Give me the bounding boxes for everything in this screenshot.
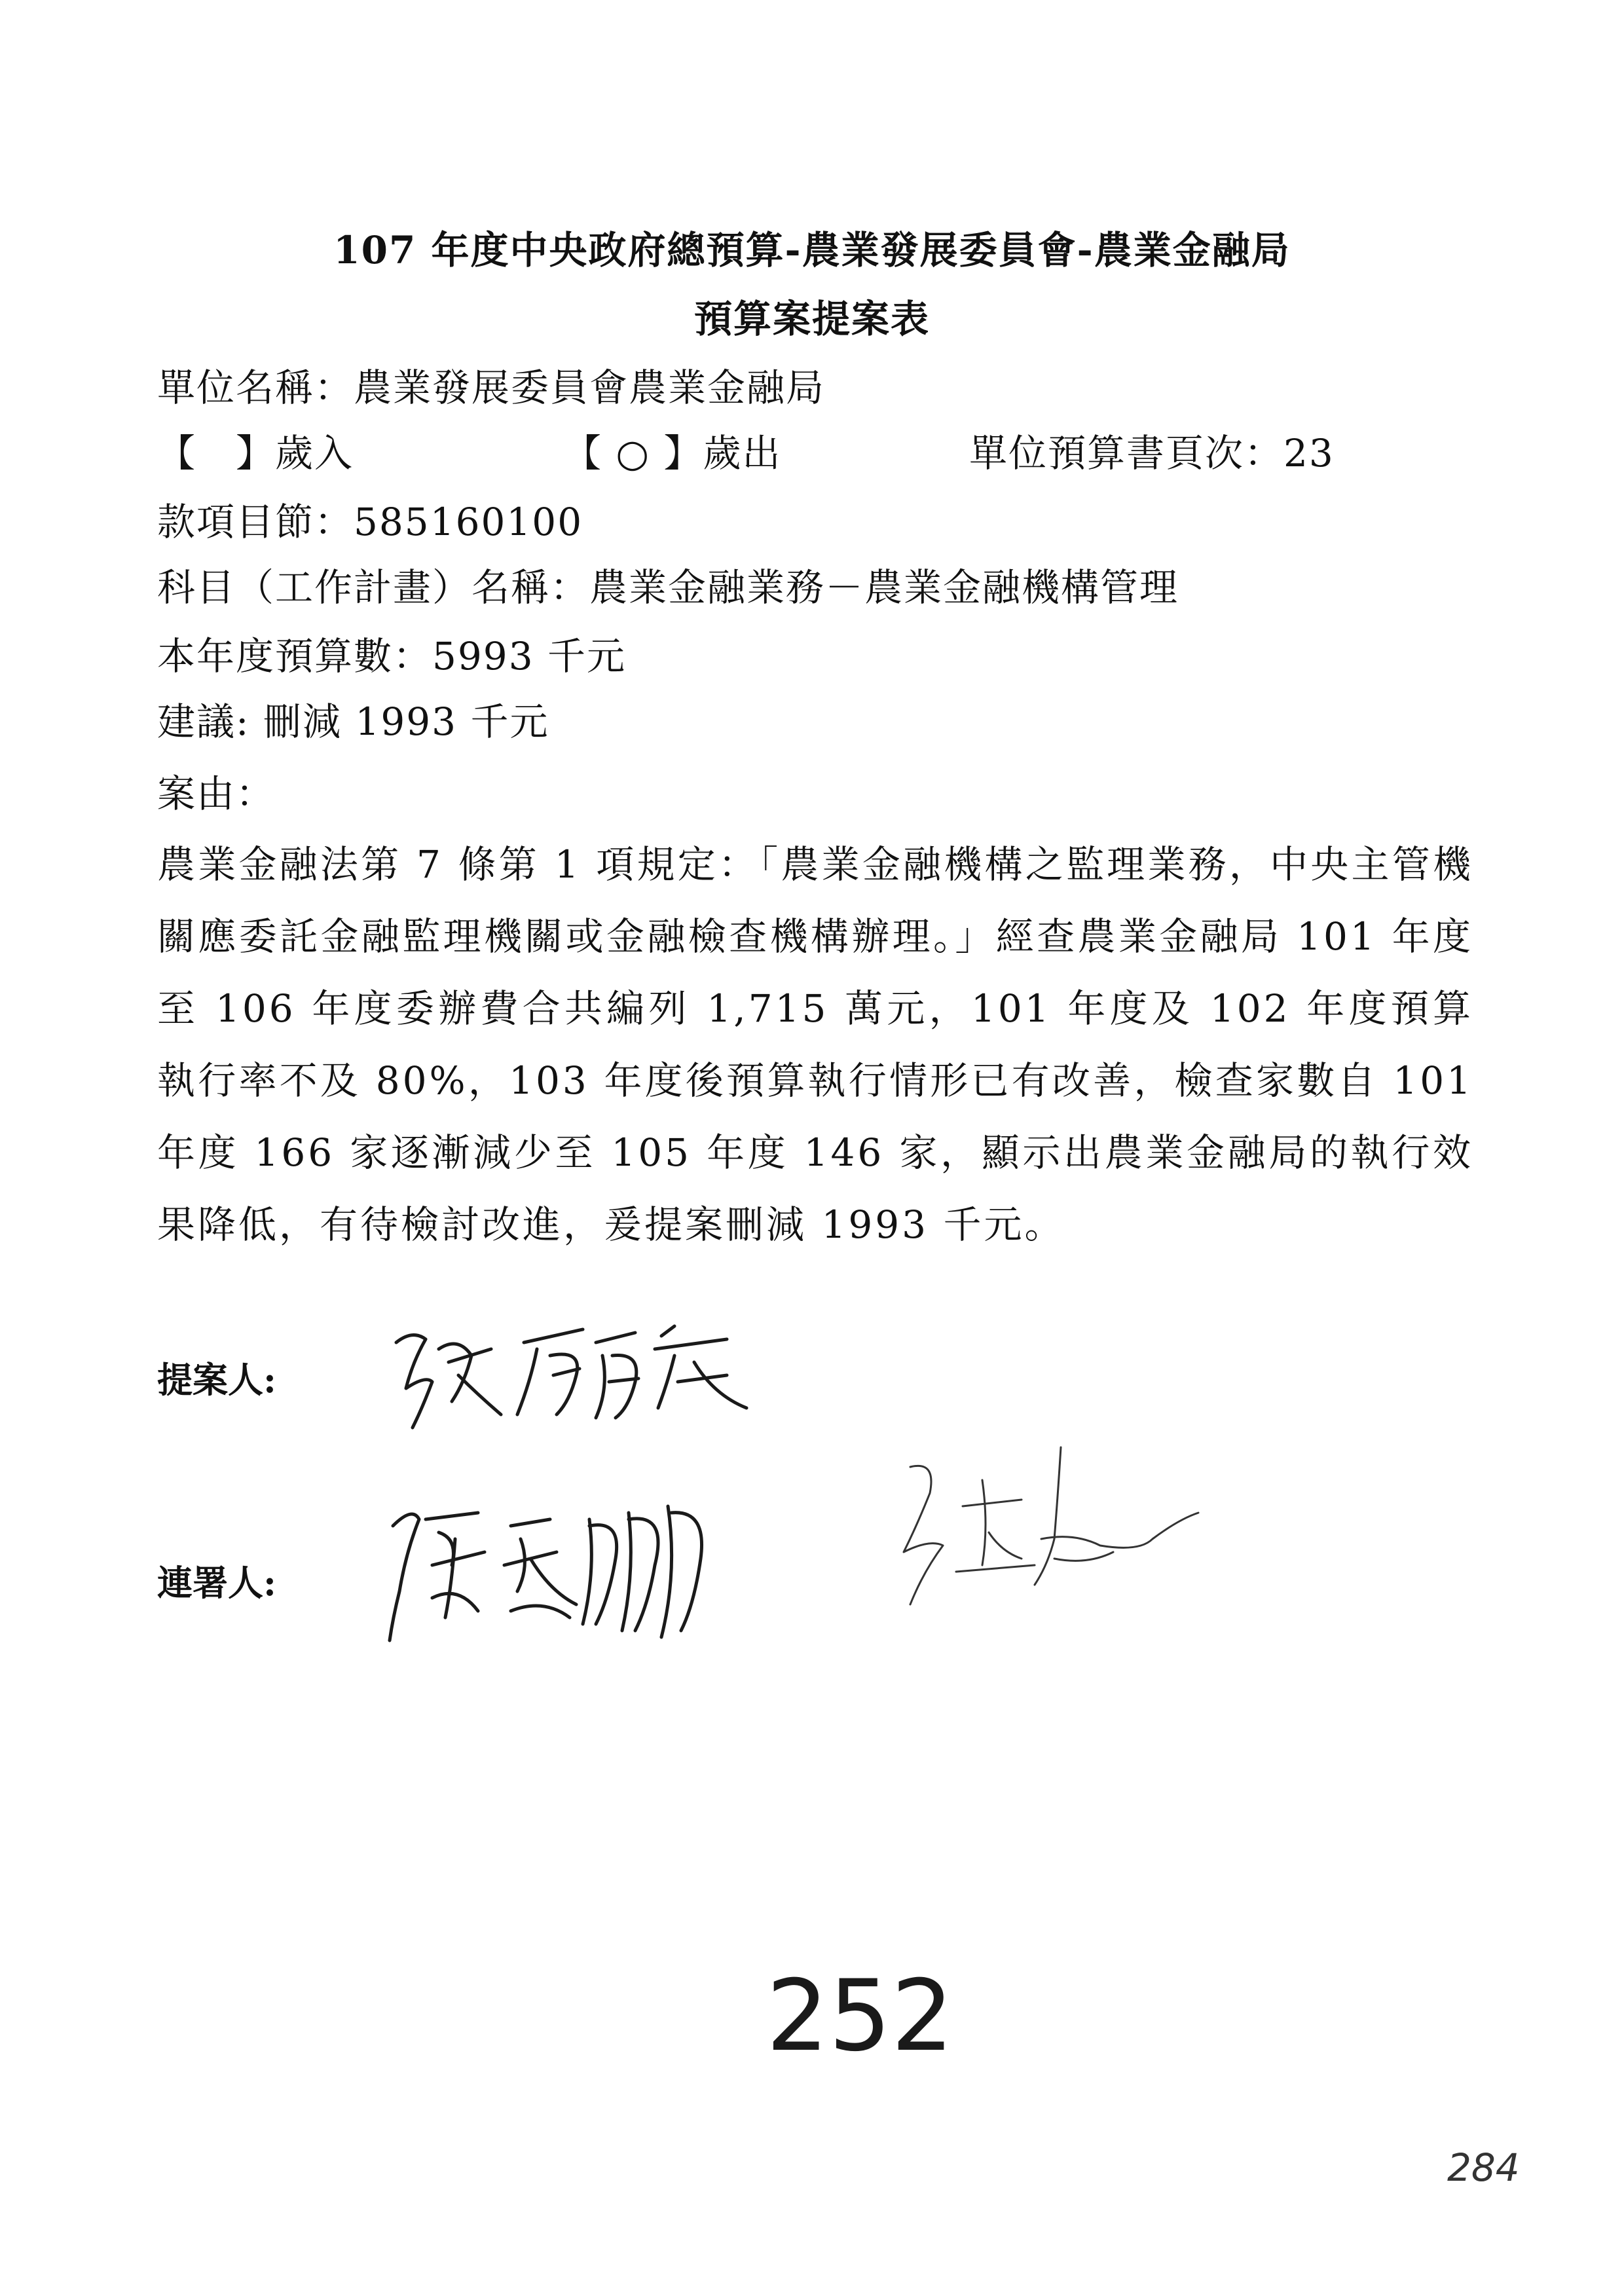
page-number-text: 252 — [766, 1965, 954, 2063]
unit-name: 單位名稱：農業發展委員會農業金融局 — [157, 365, 826, 410]
subject-name: 科目（工作計畫）名稱：農業金融業務－農業金融機構管理 — [157, 565, 1179, 610]
corner-page-mark — [1447, 2141, 1552, 2196]
proposer-signature — [386, 1303, 753, 1434]
reason-text: 農業金融法第 7 條第 1 項規定：「農業金融機構之監理業務，中央主管機關應委託金融監理機關或金融檢查機構辦理。」經查農業金融局 101 年度至 106 年度委辦費合共編列 1,715 萬元，101 年度及 102 年度預算執行率不及 80%，103 年度後預算執行情形已有改善，檢查家數自 101 年度 166 家逐漸減少至 105 年度 146 家，顯示出農業金融局的執行效果降低，有待檢討改進，爰提案刪減 1993 千元。 — [157, 842, 1473, 1247]
revenue-checkbox-label: 【 】歲入 — [157, 431, 354, 475]
page-number-graphic — [766, 1965, 989, 2063]
document-subtitle: 預算案提案表 — [693, 297, 930, 341]
cosigner-signature-1 — [380, 1480, 747, 1650]
cosigner-signature-2 — [891, 1441, 1231, 1611]
expenditure-checkbox-label: 【 ○ 】歲出 — [563, 431, 782, 475]
corner-number-text: 284 — [1447, 2145, 1520, 2190]
budget-amount: 本年度預算數：5993 千元 — [157, 634, 627, 678]
suggestion: 建議: 刪減 1993 千元 — [157, 699, 549, 744]
handwritten-page-number — [766, 1965, 989, 2065]
reason-label: 案由： — [157, 771, 276, 816]
proposer-label: 提案人: — [157, 1359, 276, 1401]
document-title: 107 年度中央政府總預算-農業發展委員會-農業金融局 — [333, 228, 1291, 272]
item-code: 款項目節：585160100 — [157, 500, 583, 544]
budget-page-ref: 單位預算書頁次：23 — [969, 431, 1335, 475]
cosigner-label: 連署人: — [157, 1562, 276, 1604]
